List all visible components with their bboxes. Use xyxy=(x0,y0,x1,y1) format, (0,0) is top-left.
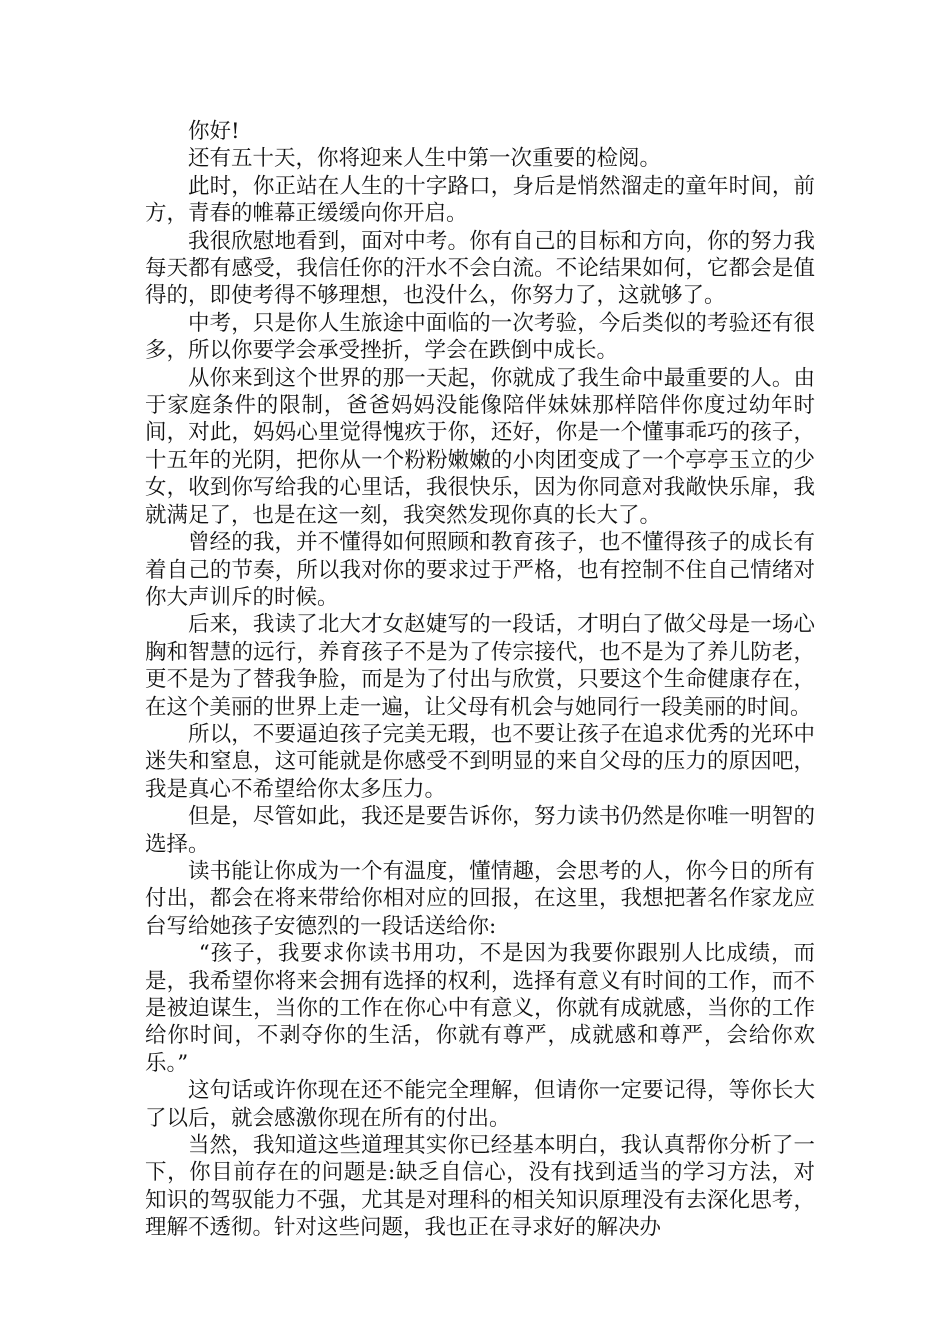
paragraph: 我很欣慰地看到，面对中考。你有自己的目标和方向，你的努力我每天都有感受，我信任你的汗水不会白流。不论结果如何，它都会是值得的，即使考得不够理想，也没什么，你努力了，这就够了。 xyxy=(145,228,815,309)
letter-body xyxy=(145,118,815,1242)
paragraph: 这句话或许你现在还不能完全理解，但请你一定要记得，等你长大了以后，就会感激你现在所有的付出。 xyxy=(145,1078,815,1131)
quoted-passage: “孩子，我要求你读书用功，不是因为我要你跟别人比成绩，而是，我希望你将来会拥有选择的权利，选择有意义有时间的工作，而不是被迫谋生，当你的工作在你心中有意义，你就有成就感，当你的工作给你时间，不剥夺你的生活，你就有尊严，成就感和尊严，会给你欢乐。” xyxy=(145,941,815,1076)
paragraph: 当然，我知道这些道理其实你已经基本明白，我认真帮你分析了一下，你目前存在的问题是:缺乏自信心，没有找到适当的学习方法，对知识的驾驭能力不强，尤其是对理科的相关知识原理没有去深化思考，理解不透彻。针对这些问题，我也正在寻求好的解决办 xyxy=(145,1133,815,1241)
paragraph: 还有五十天，你将迎来人生中第一次重要的检阅。 xyxy=(188,146,662,172)
paragraph: 读书能让你成为一个有温度，懂情趣，会思考的人，你今日的所有付出，都会在将来带给你相对应的回报，在这里，我想把著名作家龙应台写给她孩子安德烈的一段话送给你: xyxy=(145,858,815,939)
paragraph: 所以，不要逼迫孩子完美无瑕，也不要让孩子在追求优秀的光环中迷失和窒息，这可能就是你感受不到明显的来自父母的压力的原因吧，我是真心不希望给你太多压力。 xyxy=(145,721,815,802)
greeting: 你好! xyxy=(188,119,240,144)
paragraph: 从你来到这个世界的那一天起，你就成了我生命中最重要的人。由于家庭条件的限制，爸爸妈妈没能像陪伴妹妹那样陪伴你度过幼年时间，对此，妈妈心里觉得愧疚于你，还好，你是一个懂事乖巧的孩子，十五年的光阴，把你从一个粉粉嫩嫩的小肉团变成了一个亭亭玉立的少女，收到你写给我的心里话，我很快乐，因为你同意对我敞快乐扉，我就满足了，也是在这一刻，我突然发现你真的长大了。 xyxy=(145,365,815,528)
paragraph: 曾经的我，并不懂得如何照顾和教育孩子，也不懂得孩子的成长有着自己的节奏，所以我对你的要求过于严格，也有控制不住自己情绪对你大声训斥的时候。 xyxy=(145,530,815,610)
paragraph: 后来，我读了北大才女赵婕写的一段话，才明白了做父母是一场心胸和智慧的远行，养育孩子不是为了传宗接代，也不是为了养儿防老，更不是为了替我争脸，而是为了付出与欣赏，只要这个生命健康存在，在这个美丽的世界上走一遍，让父母有机会与她同行一段美丽的时间。 xyxy=(145,612,815,720)
paragraph: 中考，只是你人生旅途中面临的一次考验，今后类似的考验还有很多，所以你要学会承受挫折，学会在跌倒中成长。 xyxy=(145,310,815,364)
paragraph: 但是，尽管如此，我还是要告诉你，努力读书仍然是你唯一明智的选择。 xyxy=(145,804,815,857)
paragraph: 此时，你正站在人生的十字路口，身后是悄然溜走的童年时间，前方，青春的帷幕正缓缓向你开启。 xyxy=(145,173,815,227)
